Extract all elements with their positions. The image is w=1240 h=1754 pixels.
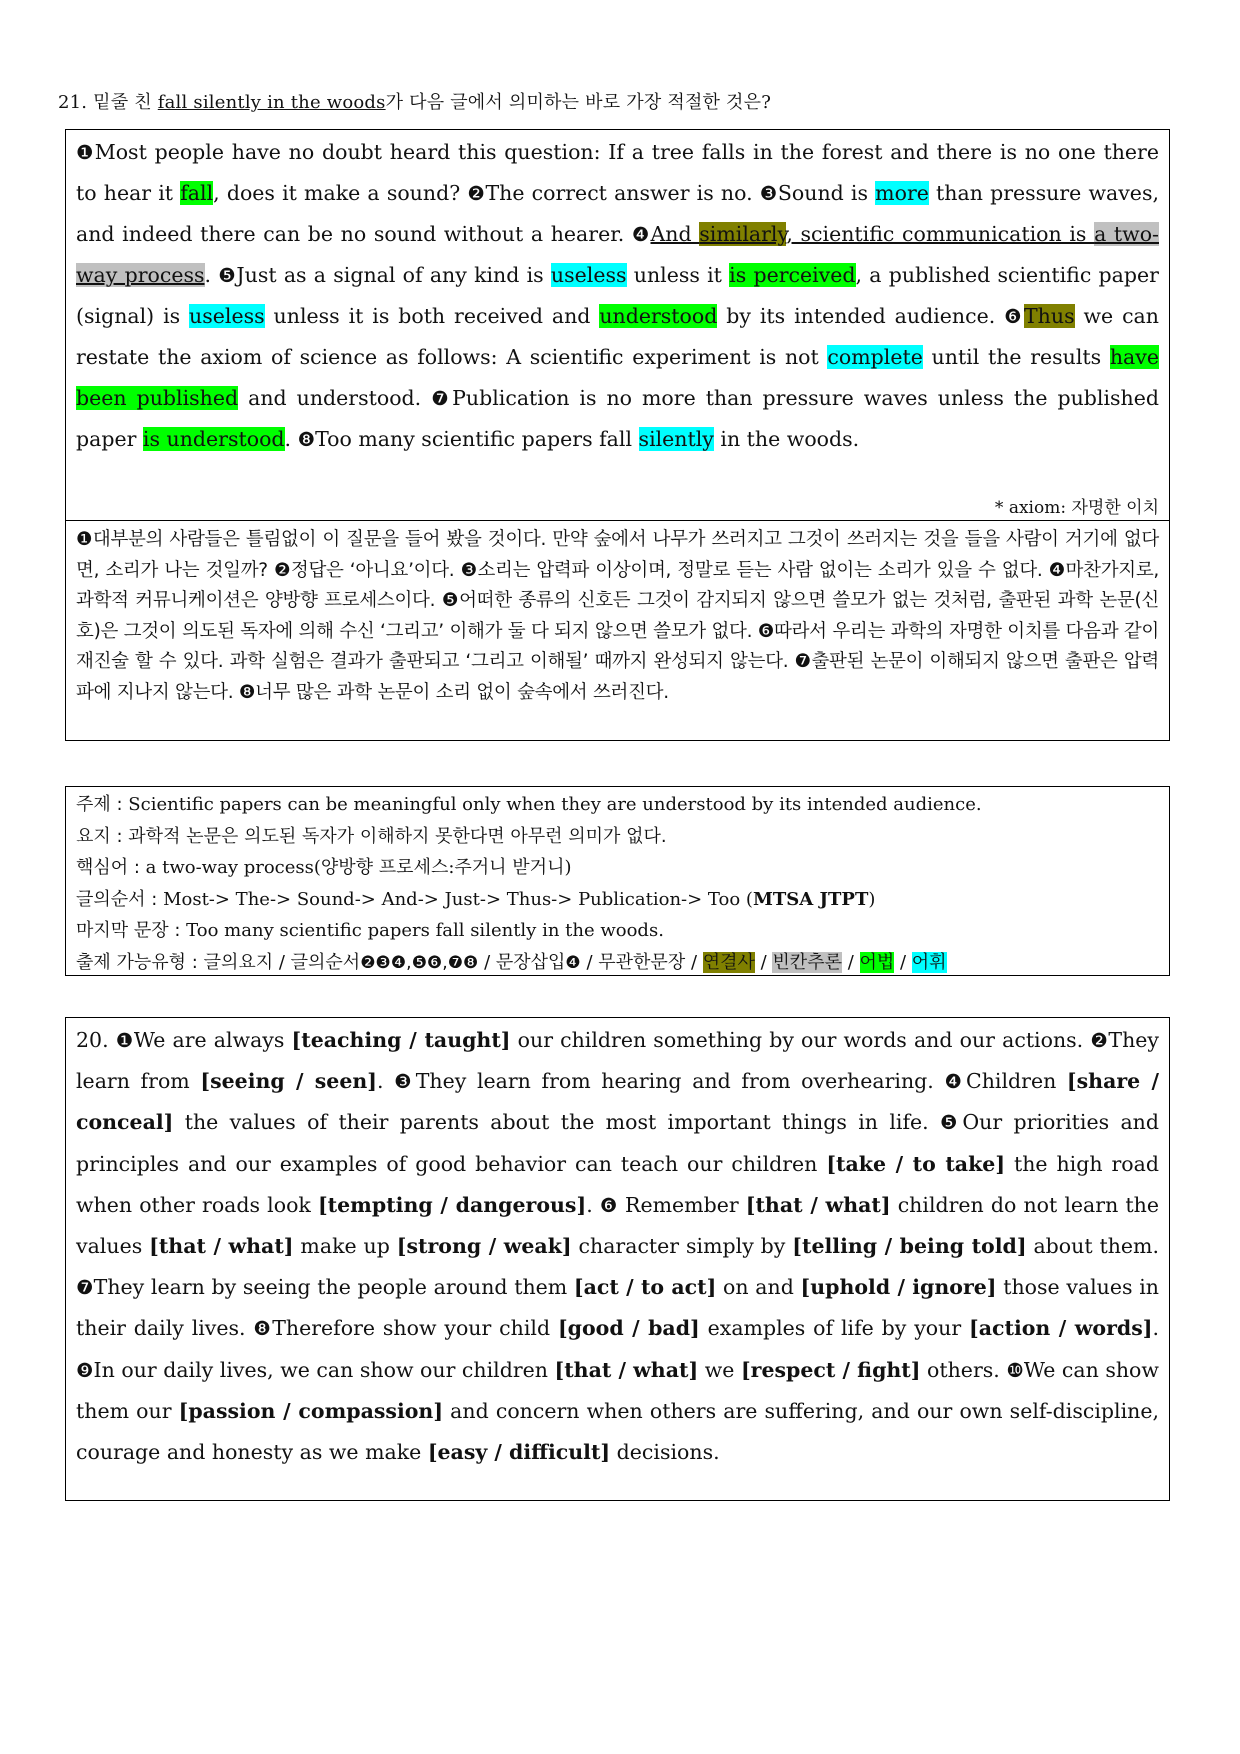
highlight-cyan: useless (550, 263, 627, 287)
highlight-cyan: more (875, 181, 929, 205)
text-segment: about them. (1026, 1234, 1160, 1259)
choice-bracket: [telling / being told] (792, 1234, 1027, 1259)
text-segment: until the results (922, 345, 1110, 369)
separator: / (754, 951, 773, 973)
text-segment: . (586, 1192, 600, 1217)
text-segment: examples of life by your (699, 1316, 970, 1341)
question-type: 연결사 (702, 951, 755, 973)
gist-label: 요지 : (76, 825, 129, 847)
text-segment: unless it is both received and (264, 304, 600, 328)
text-segment: Remember (617, 1192, 746, 1217)
text-segment: They learn from (76, 1028, 1159, 1094)
highlight-green: is perceived (729, 263, 856, 287)
question-20-text (76, 1020, 1159, 1473)
highlight-gray: a two-way process (76, 222, 1159, 287)
separator: / (580, 951, 599, 973)
question-21-title (58, 88, 771, 114)
gist-text: 과학적 논문은 의도된 독자가 이해하지 못한다면 아무런 의미가 없다. (128, 825, 667, 847)
question-type: 문장삽입 (495, 951, 566, 973)
summary-last-sentence (76, 915, 1159, 947)
sentence-number-icon: ❽ (253, 1317, 273, 1341)
passage-box (65, 129, 1170, 521)
choice-bracket: [share / conceal] (76, 1069, 1159, 1135)
sentence-number-icon: ❷❸❹,❺❻,❼❽ (360, 952, 479, 973)
highlight-green: is understood (142, 427, 285, 451)
question-number: 21. (58, 92, 88, 113)
text-segment: our children something by our words and our actions. (510, 1028, 1091, 1052)
sentence-number-icon: ❻ (599, 1193, 618, 1217)
text-segment: We can show them our (76, 1357, 1159, 1423)
text-segment: in the woods. (713, 427, 860, 451)
sentence-number-icon: ❶ (115, 1029, 134, 1052)
question-type: 무관한문장 (598, 951, 686, 973)
text-segment: on and (716, 1275, 801, 1300)
choice-bracket: [seeing / seen] (200, 1069, 377, 1094)
order-code: MTSA JTPT (752, 888, 869, 910)
sentence-number-icon: ❾ (76, 1358, 94, 1382)
text-segment: and understood. (238, 386, 432, 410)
text-segment: Sound is (777, 181, 876, 205)
choice-bracket: [that / what] (554, 1357, 699, 1382)
sentence-number-icon: ❺ (218, 264, 237, 287)
keyword-text: a two-way process(양방향 프로세스:주거니 받거니) (145, 857, 572, 878)
text-segment: . (284, 427, 298, 451)
summary-question-types (76, 947, 1159, 980)
text-segment: by its intended audience. (717, 304, 1005, 328)
sentence-number-icon: ❿ (1006, 1358, 1024, 1382)
question-type: 글의요지 (203, 951, 274, 973)
separator: / (841, 951, 860, 973)
separator: / (273, 951, 291, 973)
sentence-number-icon: ❹ (631, 223, 651, 246)
sentence-number-icon: ❼ (76, 1276, 94, 1300)
highlight-green: understood (599, 304, 718, 328)
separator: / (478, 951, 496, 973)
text-segment: . (204, 263, 219, 287)
separator: / (685, 951, 703, 973)
choice-bracket: [good / bad] (557, 1316, 700, 1341)
text-segment: Most people have no doubt heard this question: If a tree falls in the forest and there is no one there to hear it (76, 140, 1159, 205)
text-segment: decisions. (610, 1440, 720, 1465)
highlight-cyan: silently (638, 427, 714, 451)
question-type: 어휘 (911, 951, 947, 973)
highlight-olive: similarly (699, 222, 787, 246)
highlight-green: fall (180, 181, 214, 205)
sentence-number-icon: ❶ (76, 141, 95, 164)
choice-bracket: [respect / fight] (740, 1357, 921, 1382)
choice-bracket: [strong / weak] (396, 1234, 572, 1259)
sentence-number-icon: ❹ (565, 952, 581, 973)
question-type: 빈칸추론 (772, 951, 842, 973)
choice-bracket: [action / words] (969, 1316, 1153, 1341)
text-segment: Our priorities and principles and our examples of good behavior can teach our children (76, 1110, 1159, 1176)
summary-gist (76, 821, 1159, 853)
translation-text: ❶대부분의 사람들은 틀림없이 이 질문을 들어 봤을 것이다. 만약 숲에서 나무가 쓰러지고 그것이 쓰러지는 것을 들을 사람이 거기에 없다면, 소리가 나는 것일까? ❷정답은 ‘아니요’이다. ❸소리는 압력파 이상이며, 정말로 듣는 사람 없이는 소리가 있을 수 없다. ❹마찬가지로, 과학적 커뮤니케이션은 양방향 프로세스이다. ❺어떠한 종류의 신호든 그것이 감지되지 않으면 쓸모가 없는 것처럼, 출판된 과학 논문(신호)은 그것이 의도된 독자에 의해 수신 ‘그리고’ 이해가 둘 다 되지 않으면 쓸모가 없다. ❻따라서 우리는 과학의 자명한 이치를 다음과 같이 재진술 할 수 있다. 과학 실험은 결과가 출판되고 ‘그리고 이해될’ 때까지 완성되지 않는다. ❼출판된 논문이 이해되지 않으면 출판은 압력파에 지나지 않는다. ❽너무 많은 과학 논문이 소리 없이 숲속에서 쓰러진다. (76, 529, 1159, 703)
text-segment: we (698, 1357, 741, 1382)
text-segment: character simply by (571, 1234, 793, 1259)
topic-label: 주제 : (76, 794, 129, 815)
types-label: 출제 가능유형 : (76, 951, 204, 973)
text-segment: the values of their parents about the most important things in life. (173, 1110, 941, 1135)
text-segment: unless it (626, 263, 730, 287)
text-segment: , does it make a sound? (213, 181, 468, 205)
text-segment: We are always (133, 1028, 292, 1052)
text-segment: . (1152, 1316, 1159, 1341)
sentence-number-icon: ❹ (944, 1070, 967, 1094)
highlight-olive: Thus (1023, 304, 1075, 328)
text-segment: The correct answer is no. (485, 181, 760, 205)
choice-bracket: [tempting / dangerous] (317, 1192, 587, 1217)
sentence-number-icon: ❸ (759, 182, 778, 205)
last-text: Too many scientific papers fall silently in the woods. (186, 920, 664, 941)
keyword-label: 핵심어 : (76, 857, 146, 878)
sentence-number-icon: ❻ (1004, 305, 1024, 328)
text-segment: those values in their daily lives. (76, 1275, 1159, 1341)
text-segment: Publication is no more than pressure waves unless the published paper (76, 386, 1159, 451)
text-segment: , a published scientific paper (signal) is (76, 263, 1159, 328)
text-segment: make up (293, 1234, 397, 1259)
order-label: 글의순서 : (76, 888, 164, 910)
highlight-cyan: complete (827, 345, 923, 369)
sentence-number-icon: ❼ (431, 387, 453, 410)
text-segment: than pressure waves, and indeed there can be no sound without a hearer. (76, 181, 1159, 246)
text-segment: Too many scientific papers fall (315, 427, 639, 451)
text-segment: Therefore show your child (272, 1316, 558, 1341)
question-type: 글의순서 (290, 951, 361, 973)
passage-text (76, 132, 1159, 460)
sentence-number-icon: ❷ (467, 182, 486, 205)
text-segment: and concern when others are suffering, and our own self-discipline, courage and honesty as we make (76, 1398, 1160, 1465)
choice-bracket: [passion / compassion] (178, 1398, 444, 1423)
question-20-box (65, 1017, 1170, 1501)
underlined-text: And (650, 222, 700, 246)
underlined-text: , scientific communication is (786, 222, 1095, 246)
summary-keyword (76, 852, 1159, 884)
choice-bracket: [that / what] (149, 1234, 294, 1259)
highlight-green: have been published (76, 345, 1159, 410)
choice-bracket: [that / what] (745, 1192, 891, 1217)
text-segment: 20. (76, 1028, 116, 1052)
summary-box (65, 786, 1170, 976)
last-label: 마지막 문장 : (76, 920, 187, 941)
separator: / (894, 951, 912, 973)
sentence-number-icon: ❷ (1090, 1029, 1109, 1052)
text-segment: They learn by seeing the people around them (93, 1275, 574, 1300)
text-segment: Just as a signal of any kind is (236, 263, 551, 287)
sentence-number-icon: ❺ (940, 1111, 963, 1135)
text-segment: the high road when other roads look (76, 1151, 1159, 1217)
topic-text: Scientific papers can be meaningful only when they are understood by its intended audience. (128, 794, 982, 815)
choice-bracket: [act / to act] (573, 1275, 717, 1300)
summary-topic (76, 789, 1159, 821)
question-suffix: 가 다음 글에서 의미하는 바로 가장 적절한 것은? (385, 92, 772, 113)
choice-bracket: [easy / difficult] (427, 1440, 611, 1465)
text-segment: we can restate the axiom of science as follows: A scientific experiment is not (76, 304, 1159, 369)
question-type: 어법 (859, 951, 895, 973)
text-segment: In our daily lives, we can show our children (93, 1357, 555, 1382)
highlight-cyan: useless (189, 304, 265, 328)
choice-bracket: [take / to take] (826, 1151, 1006, 1176)
text-segment: Children (966, 1069, 1067, 1094)
choice-bracket: [teaching / taught] (291, 1028, 511, 1052)
text-segment: others. (920, 1357, 1007, 1382)
text-segment: children do not learn the values (76, 1192, 1159, 1259)
order-close: ) (868, 888, 876, 910)
underlined-phrase: fall silently in the woods (157, 92, 386, 113)
footnote-axiom: * axiom: 자명한 이치 (994, 498, 1159, 518)
text-segment: They learn from hearing and from overhearing. (415, 1069, 945, 1094)
sentence-number-icon: ❸ (394, 1070, 416, 1094)
translation-box (65, 520, 1170, 741)
text-segment: . (376, 1069, 395, 1094)
summary-order (76, 884, 1159, 916)
sentence-number-icon: ❽ (297, 428, 316, 451)
question-prefix: 밑줄 친 (93, 92, 158, 113)
choice-bracket: [uphold / ignore] (800, 1275, 997, 1300)
order-text: Most-> The-> Sound-> And-> Just-> Thus-> Publication-> Too ( (163, 888, 753, 910)
